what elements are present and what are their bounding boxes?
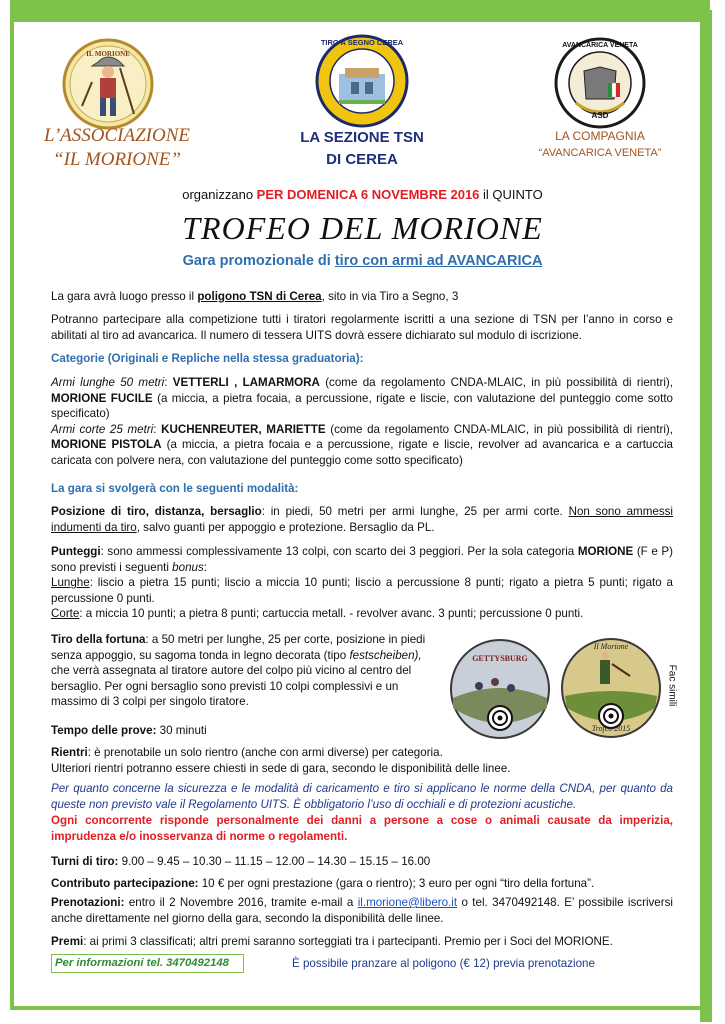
right-organizer-line1: LA COMPAGNIA bbox=[555, 129, 645, 143]
fac-simili-caption: Fac simili bbox=[666, 664, 678, 707]
left-organizer-line1: L’ASSOCIAZIONE bbox=[43, 125, 191, 146]
gettysburg-disc-label: GETTYSBURG bbox=[472, 654, 528, 663]
subtitle-link: tiro con armi ad AVANCARICA bbox=[334, 253, 543, 269]
booking-email-link[interactable]: il.morione@libero.it bbox=[357, 896, 458, 909]
position-underlined: Non sono ammessi indumenti da tiro bbox=[51, 505, 673, 534]
scores-label: Punteggi bbox=[51, 545, 101, 558]
long-arms-names: VETTERLI , LAMARMORA bbox=[172, 376, 320, 389]
long-arms-label: Armi lunghe 50 metri bbox=[51, 376, 165, 389]
time-paragraph bbox=[51, 723, 673, 739]
fee-value: 10 € per ogni prestazione (gara o rientro); 3 euro per ogni “tiro della fortuna”. bbox=[201, 877, 595, 890]
left-organizer-line2: “IL MORIONE” bbox=[53, 149, 181, 170]
position-paragraph bbox=[51, 504, 673, 535]
turns-paragraph bbox=[51, 854, 673, 870]
location-paragraph bbox=[51, 289, 673, 305]
scores-paragraph: Punteggi: sono ammessi complessivamente 13 colpi, con scarto dei 3 peggiori. Per la sola categoria MORIONE (F e P) sono previsti i seguenti bonus: Lunghe: liscio a pietra 15 punti; liscio a miccia 10 punti; liscio a percussione 8 punti; rigato a pietra 5 punti; rigato a percussione 0 punti. Corte: a miccia 10 punti; a pietra 8 punti; cartuccia metall. - revolver avanc. 3 punti; percussione 0 punti. bbox=[51, 545, 673, 621]
morione-disc-bottom: Trofeo 2015 bbox=[591, 724, 631, 733]
page-title: TROFEO DEL MORIONE bbox=[182, 210, 543, 246]
liability-paragraph: Ogni concorrente risponde personalmente dei danni a persone a cose o animali causate da imperizia, imprudenza e/o inosservanza di norme o regolamenti. bbox=[51, 814, 673, 843]
tsn-cerea-logo-text: TIRO A SEGNO CEREA bbox=[320, 38, 404, 47]
reentry-label: Rientri bbox=[51, 746, 88, 759]
fortune-paragraph bbox=[51, 632, 443, 710]
avancarica-logo-arc: AVANCARICA VENETA bbox=[562, 42, 638, 49]
location-post: , sito in via Tiro a Segno, 3 bbox=[321, 290, 459, 303]
scores-long-text: : liscio a pietra 15 punti; liscio a miccia 10 punti; liscio a percussione 8 punti; rigato a pietra 5 punti; rigato a percussione 0 punti. bbox=[51, 576, 673, 605]
position-rest: , salvo guanti per appoggio e protezione. Bersaglio da PL. bbox=[136, 520, 435, 534]
short-arms-note: (come da regolamento CNDA-MLAIC, in più possibilità di rientri), bbox=[330, 422, 673, 436]
morione-fucile-text: (a miccia, a pietra focaia, a percussione, rigate e liscie, con valutazione del punteggio come sotto specificato) bbox=[51, 391, 673, 421]
center-organizer-heading bbox=[262, 127, 462, 171]
il-morione-logo bbox=[62, 38, 154, 130]
location-place: poligono TSN di Cerea bbox=[197, 290, 322, 303]
scores-short-text: : a miccia 10 punti; a pietra 8 punti; cartuccia metall. - revolver avanc. 3 punti; percussione 0 punti. bbox=[79, 607, 584, 621]
booking-text2: o tel. 3470492148. E’ possibile iscriversi anche direttamente nel giorno della gara, secondo la disponibilità delle linee. bbox=[51, 896, 673, 925]
right-organizer-heading bbox=[505, 128, 695, 162]
intro-date: PER DOMENICA 6 NOVEMBRE 2016 bbox=[256, 187, 480, 202]
position-label: Posizione di tiro, distanza, bersaglio bbox=[51, 505, 262, 518]
lunch-note: È possibile pranzare al poligono (€ 12) previa prenotazione bbox=[292, 957, 595, 970]
right-organizer-line2: “AVANCARICA VENETA” bbox=[538, 147, 662, 159]
fortune-text2: che verrà assegnata al tiratore autore del colpo più vicino al centro del bersaglio. Per ogni bersaglio sono previsti 10 colpi complessivi e un massimo di 3 colpi per singolo tiratore. bbox=[51, 664, 412, 709]
fee-label: Contributo partecipazione: bbox=[51, 877, 199, 890]
intro-pre: organizzano bbox=[182, 187, 254, 202]
safety-paragraph: Per quanto concerne la sicurezza e le modalità di caricamento e tiro si applicano le norme della CNDA, per quanto da queste non previsto vale il Regolamento UITS. È obbligatorio l’uso di occhiali e di protezioni acustiche. bbox=[51, 782, 673, 811]
prizes-paragraph bbox=[51, 934, 673, 950]
avancarica-logo-asd: ASD bbox=[591, 111, 609, 120]
eligibility-paragraph: Potranno partecipare alla competizione tutti i tiratori regolarmente iscritti a una sezione di TSN per l’anno in corso e abilitati al tiro ad avancarica. Il numero di tessera UITS dovrà essere dichiarato sul modulo di iscrizione. bbox=[51, 313, 673, 342]
fortune-italic: festscheiben), bbox=[349, 648, 422, 662]
booking-text: entro il 2 Novembre 2016, tramite e-mail a bbox=[128, 896, 354, 909]
time-value: 30 minuti bbox=[159, 724, 207, 737]
avancarica-veneta-logo bbox=[554, 37, 646, 129]
left-organizer-heading bbox=[22, 124, 212, 172]
short-arms-names: KUCHENREUTER, MARIETTE bbox=[161, 422, 326, 436]
reentry-paragraph bbox=[51, 745, 673, 776]
fee-paragraph bbox=[51, 876, 673, 892]
time-label: Tempo delle prove: bbox=[51, 724, 157, 737]
center-organizer-line1: LA SEZIONE TSN bbox=[300, 129, 424, 146]
info-box: Per informazioni tel. 3470492148 bbox=[51, 954, 244, 973]
tsn-cerea-logo bbox=[315, 34, 409, 128]
reentry-text2: Ulteriori rientri potranno essere chiesti in sede di gara, secondo le disponibilità delle linee. bbox=[51, 761, 511, 775]
subtitle bbox=[0, 253, 725, 269]
morione-pistola-name: MORIONE PISTOLA bbox=[51, 438, 162, 452]
center-organizer-line2: DI CEREA bbox=[326, 151, 398, 168]
scores-text2: (F e P) sono previsti i seguenti bbox=[51, 545, 673, 574]
intro-line bbox=[0, 187, 725, 202]
morione-disc-top: Il Morione bbox=[593, 642, 629, 651]
scores-text: : sono ammessi complessivamente 13 colpi, con scarto dei 3 peggiori. Per la sola categoria bbox=[100, 545, 575, 558]
il-morione-logo-text: IL MORIONE bbox=[86, 50, 130, 58]
turns-value: 9.00 – 9.45 – 10.30 – 11.15 – 12.00 – 14.30 – 15.15 – 16.00 bbox=[121, 855, 431, 868]
prizes-label: Premi bbox=[51, 935, 84, 948]
intro-post: il QUINTO bbox=[483, 187, 543, 202]
morione-fucile-name: MORIONE FUCILE bbox=[51, 391, 153, 405]
modalities-heading: La gara si svolgerà con le seguenti modalità: bbox=[51, 482, 299, 495]
turns-label: Turni di tiro: bbox=[51, 855, 119, 868]
fortune-text1: : a 50 metri per lunghe, 25 per corte, posizione in piedi senza appoggio, su sagoma tonda in legno decorata (tipo bbox=[51, 633, 426, 662]
subtitle-pre: Gara promozionale di bbox=[182, 253, 331, 269]
position-text: : in piedi, 50 metri per armi lunghe, 25 per armi corte. bbox=[261, 505, 563, 518]
scores-long-label: Lunghe bbox=[51, 576, 90, 590]
categories-heading: Categorie (Originali e Repliche nella stessa graduatoria): bbox=[51, 352, 364, 365]
categories-list: Armi lunghe 50 metri: VETTERLI , LAMARMORA (come da regolamento CNDA-MLAIC, in più possibilità di rientri), MORIONE FUCILE (a miccia, a pietra focaia, a percussione, rigate e liscie, con valutazione del punteggio come sotto specificato) Armi corte 25 metri: KUCHENREUTER, MARIETTE (come da regolamento CNDA-MLAIC, in più possibilità di rientri), MORIONE PISTOLA (a miccia, a pietra focaia e a percussione, rigate e liscie, revolver ad avancarica e a cartuccia caricata con polvere nera, con valutazione del punteggio come sotto specificato) bbox=[51, 376, 673, 467]
long-arms-note: (come da regolamento CNDA-MLAIC, in più possibilità di rientri), bbox=[325, 376, 673, 389]
booking-paragraph bbox=[51, 895, 673, 926]
scores-short-label: Corte bbox=[51, 607, 80, 621]
short-arms-label: Armi corte 25 metri bbox=[51, 422, 154, 436]
fortune-label: Tiro della fortuna bbox=[51, 633, 146, 646]
reentry-text: : è prenotabile un solo rientro (anche con armi diverse) per categoria. bbox=[87, 746, 443, 759]
location-pre: La gara avrà luogo presso il bbox=[51, 290, 195, 303]
morione-pistola-text: (a miccia, a pietra focaia e a percussione, rigate e liscie, revolver ad avancarica e a cartuccia caricata con polvere nera, con valutazione del punteggio come sotto specificato) bbox=[51, 438, 673, 467]
booking-label: Prenotazioni: bbox=[51, 896, 125, 909]
scores-bonus: bonus bbox=[172, 560, 204, 574]
scores-morione: MORIONE bbox=[577, 545, 634, 558]
prizes-value: : ai primi 3 classificati; altri premi saranno sorteggiati tra i partecipanti. Premio per i Soci del MORIONE. bbox=[83, 935, 613, 948]
